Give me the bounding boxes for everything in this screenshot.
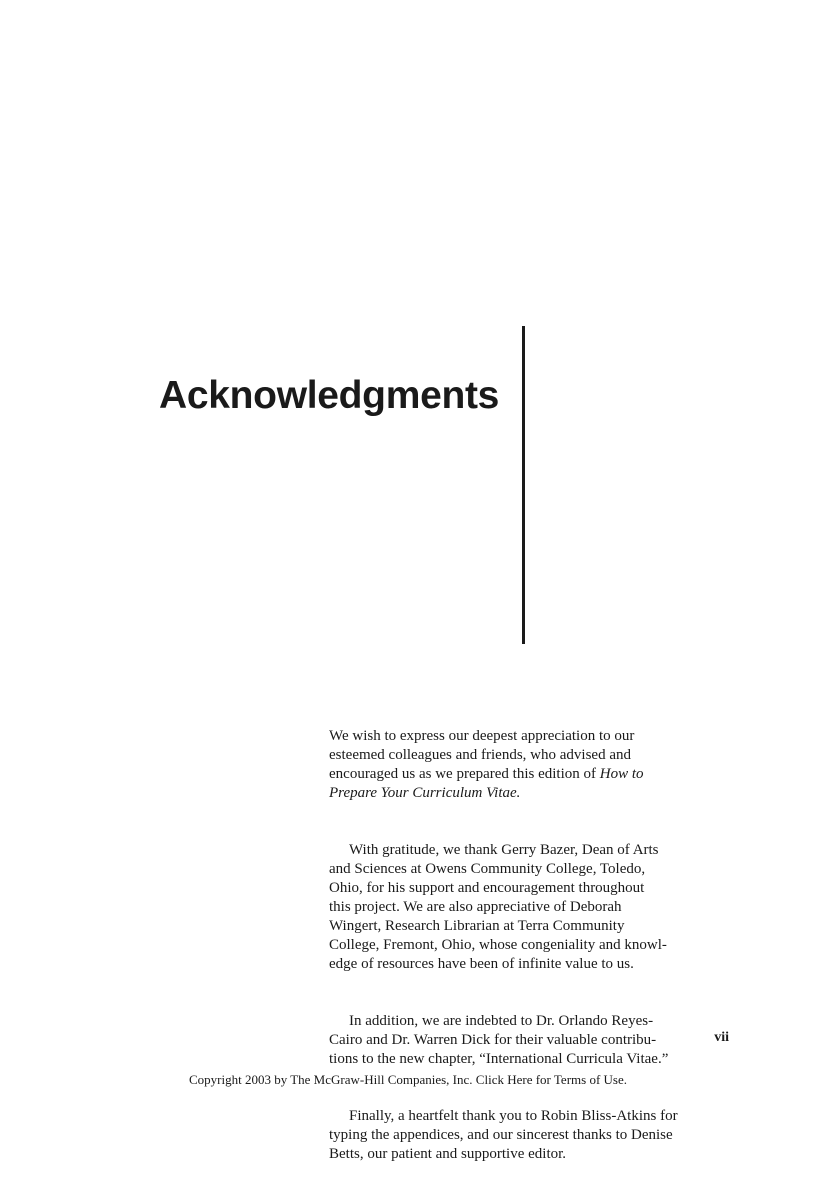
page-title: Acknowledgments xyxy=(159,374,500,417)
text-line: With gratitude, we thank Gerry Bazer, Dean of Arts xyxy=(349,842,659,858)
text-line: tions to the new chapter, “International Curricula Vitae.” xyxy=(329,1051,669,1067)
book-title-italic: Prepare Your Curriculum Vitae. xyxy=(329,785,521,801)
paragraph-3 xyxy=(329,1012,729,1069)
text-line: typing the appendices, and our sincerest thanks to Denise xyxy=(329,1127,673,1143)
book-title-italic: How to xyxy=(599,766,644,782)
paragraph-4 xyxy=(329,1107,729,1164)
text-line: this project. We are also appreciative of Deborah xyxy=(329,899,622,915)
text-segment: encouraged us as we prepared this edition of xyxy=(329,766,600,782)
text-line: and Sciences at Owens Community College, Toledo, xyxy=(329,861,646,877)
copyright-footer xyxy=(0,1072,816,1088)
paragraph-2 xyxy=(329,841,729,974)
text-line: esteemed colleagues and friends, who advised and xyxy=(329,747,631,763)
text-line: Ohio, for his support and encouragement throughout xyxy=(329,880,645,896)
acknowledgments-body xyxy=(329,689,729,1183)
page-number: vii xyxy=(714,1030,729,1045)
text-line: We wish to express our deepest appreciation to our xyxy=(329,728,635,744)
text-line: Finally, a heartfelt thank you to Robin Bliss-Atkins for xyxy=(349,1108,678,1124)
text-line: Wingert, Research Librarian at Terra Community xyxy=(329,918,625,934)
paragraph-1 xyxy=(329,727,729,803)
text-line: Betts, our patient and supportive editor. xyxy=(329,1146,567,1162)
vertical-rule xyxy=(522,326,525,644)
text-line: edge of resources have been of infinite value to us. xyxy=(329,956,634,972)
text-line: Cairo and Dr. Warren Dick for their valuable contribu- xyxy=(329,1032,657,1048)
copyright-text: Copyright 2003 by The McGraw-Hill Companies, Inc. xyxy=(188,1072,476,1087)
terms-of-use-link[interactable]: Click Here for Terms of Use. xyxy=(475,1072,627,1087)
text-line: In addition, we are indebted to Dr. Orlando Reyes- xyxy=(349,1013,654,1029)
text-line: College, Fremont, Ohio, whose congeniality and knowl- xyxy=(329,937,667,953)
text-line xyxy=(329,765,729,784)
